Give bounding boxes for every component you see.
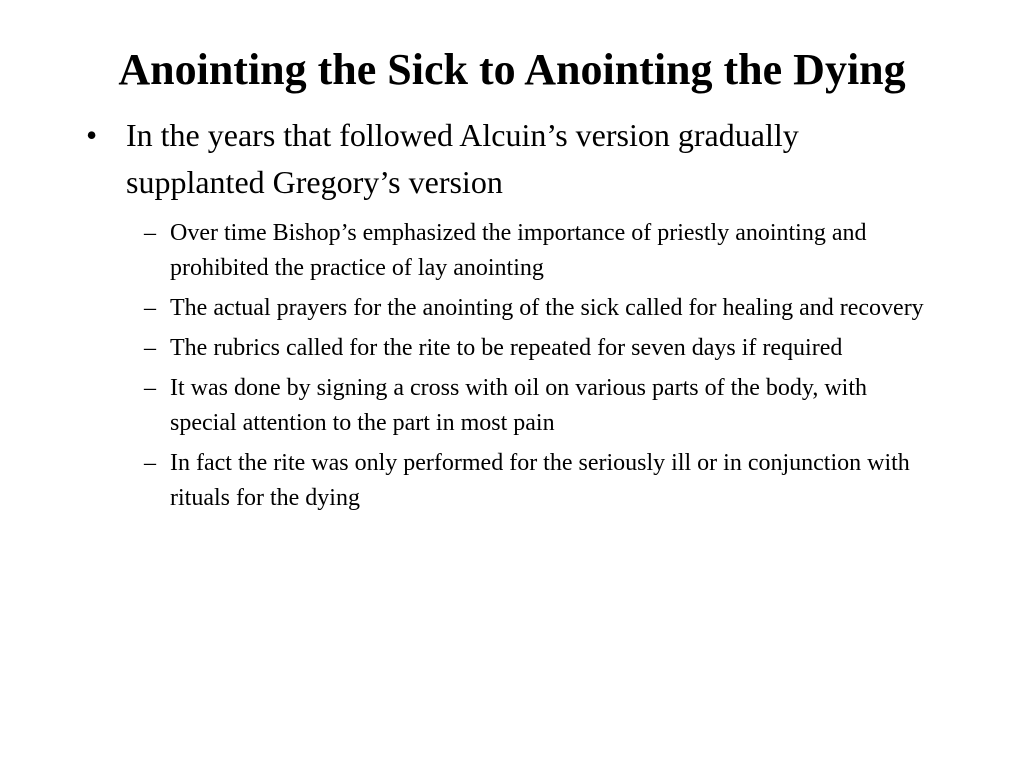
main-bullet	[86, 112, 926, 206]
dash-marker: –	[144, 295, 156, 321]
sub-bullet-text: The rubrics called for the rite to be repeated for seven days if required	[170, 335, 843, 361]
dash-marker: –	[144, 220, 156, 246]
sub-bullet-text: It was done by signing a cross with oil on various parts of the body, with special attention to the part in most pain	[170, 375, 868, 436]
slide-content	[86, 112, 926, 521]
bullet-marker: •	[86, 117, 98, 153]
dash-marker: –	[144, 335, 156, 361]
sub-bullet	[144, 446, 926, 516]
sub-bullet-list	[144, 216, 926, 516]
sub-bullet-text: In fact the rite was only performed for the seriously ill or in conjunction with rituals for the dying	[170, 450, 910, 511]
sub-bullet	[144, 371, 926, 441]
sub-bullet-text: The actual prayers for the anointing of the sick called for healing and recovery	[170, 295, 924, 321]
sub-bullet-text: Over time Bishop’s emphasized the importance of priestly anointing and prohibited the practice of lay anointing	[170, 220, 867, 281]
slide-title: Anointing the Sick to Anointing the Dying	[118, 45, 906, 94]
main-bullet-text: In the years that followed Alcuin’s version gradually supplanted Gregory’s version	[126, 117, 799, 200]
sub-bullet	[144, 291, 926, 326]
dash-marker: –	[144, 375, 156, 401]
sub-bullet	[144, 216, 926, 286]
sub-bullet	[144, 331, 926, 366]
dash-marker: –	[144, 450, 156, 476]
